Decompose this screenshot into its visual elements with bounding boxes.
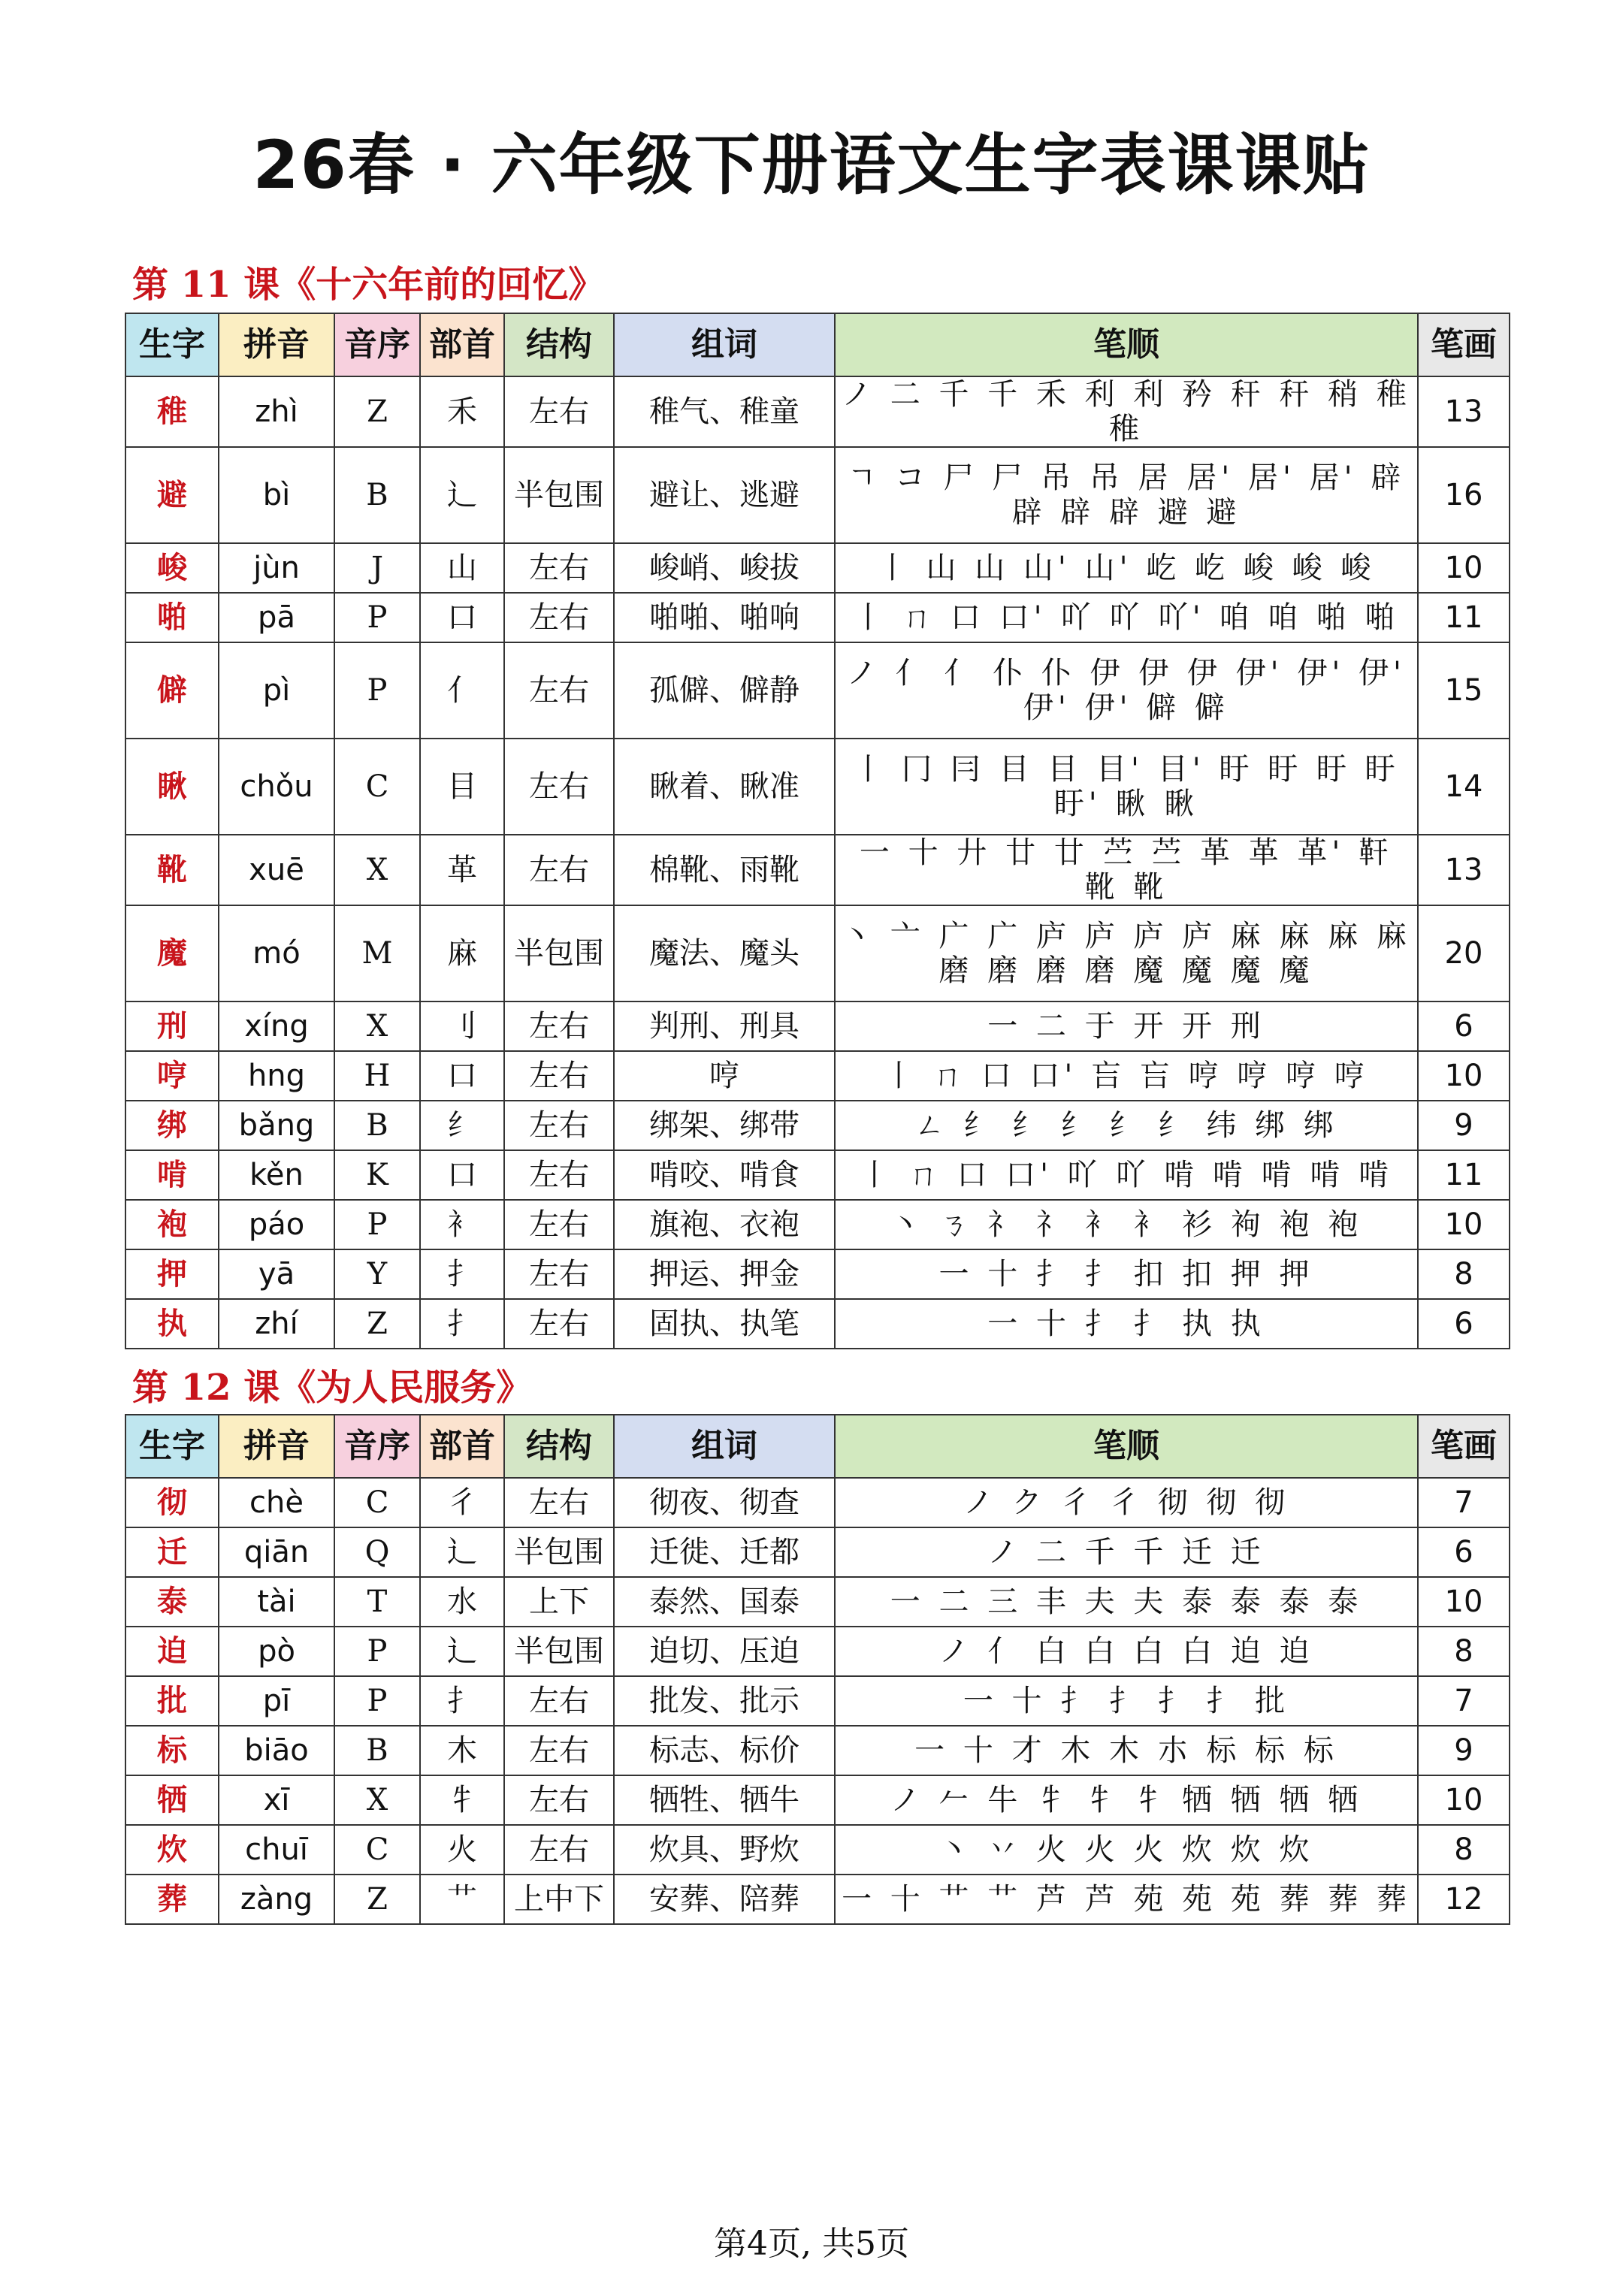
stroke-order-cell: 丨 ㄇ 口 口' 吖 吖 吖' 咱 咱 啪 啪 xyxy=(835,593,1418,642)
lesson-11-body xyxy=(125,376,1510,1349)
stroke-count-cell: 10 xyxy=(1418,1051,1510,1101)
pinyin-cell: yā xyxy=(219,1249,334,1299)
radical-cell: 扌 xyxy=(420,1299,504,1349)
stroke-count-cell: 10 xyxy=(1418,543,1510,593)
pinyin-cell: pò xyxy=(219,1627,334,1676)
table-row xyxy=(125,1875,1510,1924)
pinyin-cell: zhì xyxy=(219,376,334,447)
order-cell: Z xyxy=(334,1299,420,1349)
words-cell: 迫切、压迫 xyxy=(614,1627,835,1676)
stroke-order-cell: 丶 丷 火 火 火 炊 炊 炊 xyxy=(835,1825,1418,1875)
order-cell: H xyxy=(334,1051,420,1101)
table-row xyxy=(125,739,1510,835)
structure-cell: 半包围 xyxy=(504,1627,614,1676)
order-cell: X xyxy=(334,1775,420,1825)
stroke-order-cell: 丨 ㄇ 口 口' 吖 吖 啃 啃 啃 啃 啃 xyxy=(835,1150,1418,1200)
table-row xyxy=(125,1577,1510,1627)
radical-cell: 革 xyxy=(420,835,504,905)
stroke-order-cell: 丨 冂 冃 目 目 目' 目' 盱 盱 盱 盱 盱' 瞅 瞅 xyxy=(835,739,1418,835)
char-cell: 批 xyxy=(125,1676,219,1726)
table-row xyxy=(125,1150,1510,1200)
structure-cell: 左右 xyxy=(504,1051,614,1101)
stroke-count-cell: 13 xyxy=(1418,376,1510,447)
words-cell: 孤僻、僻静 xyxy=(614,642,835,739)
stroke-count-cell: 13 xyxy=(1418,835,1510,905)
header-row xyxy=(125,313,1510,376)
words-cell: 峻峭、峻拔 xyxy=(614,543,835,593)
stroke-count-cell: 20 xyxy=(1418,905,1510,1001)
pinyin-cell: pā xyxy=(219,593,334,642)
char-cell: 哼 xyxy=(125,1051,219,1101)
words-cell: 牺牲、牺牛 xyxy=(614,1775,835,1825)
stroke-order-cell: 一 十 扌 扌 扣 扣 押 押 xyxy=(835,1249,1418,1299)
radical-cell: 火 xyxy=(420,1825,504,1875)
pinyin-cell: chuī xyxy=(219,1825,334,1875)
header-stroke-order: 笔顺 xyxy=(835,1415,1418,1478)
words-cell: 棉靴、雨靴 xyxy=(614,835,835,905)
order-cell: J xyxy=(334,543,420,593)
stroke-order-cell: ノ 亻 亻 仆 仆 伊 伊 伊 伊' 伊' 伊' 伊' 伊' 僻 僻 xyxy=(835,642,1418,739)
pinyin-cell: hng xyxy=(219,1051,334,1101)
order-cell: P xyxy=(334,593,420,642)
stroke-count-cell: 6 xyxy=(1418,1001,1510,1051)
radical-cell: 扌 xyxy=(420,1676,504,1726)
lesson-12-body xyxy=(125,1478,1510,1924)
char-cell: 袍 xyxy=(125,1200,219,1249)
words-cell: 判刑、刑具 xyxy=(614,1001,835,1051)
order-cell: K xyxy=(334,1150,420,1200)
char-cell: 牺 xyxy=(125,1775,219,1825)
stroke-order-cell: 丨 山 山 山' 山' 屹 屹 峻 峻 峻 xyxy=(835,543,1418,593)
order-cell: C xyxy=(334,1478,420,1527)
header-stroke-count: 笔画 xyxy=(1418,1415,1510,1478)
words-cell: 啪啪、啪响 xyxy=(614,593,835,642)
radical-cell: 扌 xyxy=(420,1249,504,1299)
pinyin-cell: xī xyxy=(219,1775,334,1825)
header-stroke-order: 笔顺 xyxy=(835,313,1418,376)
order-cell: T xyxy=(334,1577,420,1627)
stroke-order-cell: ノ 二 千 千 禾 利 利 矜 秆 秆 稍 稚 稚 xyxy=(835,376,1418,447)
words-cell: 固执、执笔 xyxy=(614,1299,835,1349)
order-cell: Z xyxy=(334,376,420,447)
radical-cell: 纟 xyxy=(420,1101,504,1150)
table-row xyxy=(125,1051,1510,1101)
structure-cell: 半包围 xyxy=(504,1527,614,1577)
header-radical: 部首 xyxy=(420,313,504,376)
char-cell: 彻 xyxy=(125,1478,219,1527)
structure-cell: 上中下 xyxy=(504,1875,614,1924)
words-cell: 押运、押金 xyxy=(614,1249,835,1299)
words-cell: 旗袍、衣袍 xyxy=(614,1200,835,1249)
stroke-order-cell: ノ 亻 白 白 白 白 迫 迫 xyxy=(835,1627,1418,1676)
pinyin-cell: zhí xyxy=(219,1299,334,1349)
table-row xyxy=(125,1001,1510,1051)
stroke-order-cell: ノ 二 千 千 迁 迁 xyxy=(835,1527,1418,1577)
table-row xyxy=(125,835,1510,905)
pinyin-cell: chǒu xyxy=(219,739,334,835)
words-cell: 魔法、魔头 xyxy=(614,905,835,1001)
pinyin-cell: mó xyxy=(219,905,334,1001)
table-row xyxy=(125,1775,1510,1825)
radical-cell: 麻 xyxy=(420,905,504,1001)
char-cell: 执 xyxy=(125,1299,219,1349)
stroke-order-cell: ㄥ 纟 纟 纟 纟 纟 纬 绑 绑 xyxy=(835,1101,1418,1150)
order-cell: Z xyxy=(334,1875,420,1924)
page-title: 26春 · 六年级下册语文生字表课课贴 xyxy=(252,126,1371,204)
structure-cell: 左右 xyxy=(504,1299,614,1349)
radical-cell: 辶 xyxy=(420,1527,504,1577)
stroke-count-cell: 10 xyxy=(1418,1775,1510,1825)
char-cell: 靴 xyxy=(125,835,219,905)
char-cell: 标 xyxy=(125,1726,219,1775)
radical-cell: 木 xyxy=(420,1726,504,1775)
radical-cell: 彳 xyxy=(420,1478,504,1527)
structure-cell: 左右 xyxy=(504,835,614,905)
table-row xyxy=(125,1726,1510,1775)
pinyin-cell: tài xyxy=(219,1577,334,1627)
stroke-count-cell: 12 xyxy=(1418,1875,1510,1924)
stroke-count-cell: 10 xyxy=(1418,1577,1510,1627)
char-cell: 瞅 xyxy=(125,739,219,835)
structure-cell: 半包围 xyxy=(504,905,614,1001)
header-char: 生字 xyxy=(125,313,219,376)
pinyin-cell: xuē xyxy=(219,835,334,905)
stroke-order-cell: 丨 ㄇ 口 口' 吂 吂 哼 哼 哼 哼 xyxy=(835,1051,1418,1101)
pinyin-cell: chè xyxy=(219,1478,334,1527)
char-cell: 僻 xyxy=(125,642,219,739)
order-cell: M xyxy=(334,905,420,1001)
structure-cell: 左右 xyxy=(504,1726,614,1775)
radical-cell: 亻 xyxy=(420,642,504,739)
pinyin-cell: xíng xyxy=(219,1001,334,1051)
table-row xyxy=(125,642,1510,739)
structure-cell: 左右 xyxy=(504,1150,614,1200)
stroke-count-cell: 15 xyxy=(1418,642,1510,739)
stroke-count-cell: 8 xyxy=(1418,1825,1510,1875)
lesson-12-title: 第 12 课《为人民服务》 xyxy=(132,1367,533,1409)
char-cell: 泰 xyxy=(125,1577,219,1627)
words-cell: 迁徙、迁都 xyxy=(614,1527,835,1577)
structure-cell: 左右 xyxy=(504,1825,614,1875)
order-cell: X xyxy=(334,1001,420,1051)
structure-cell: 左右 xyxy=(504,1478,614,1527)
header-row xyxy=(125,1415,1510,1478)
pinyin-cell: qiān xyxy=(219,1527,334,1577)
stroke-count-cell: 6 xyxy=(1418,1299,1510,1349)
radical-cell: 口 xyxy=(420,593,504,642)
table-row xyxy=(125,1249,1510,1299)
radical-cell: 目 xyxy=(420,739,504,835)
char-cell: 峻 xyxy=(125,543,219,593)
stroke-order-cell: 丶 亠 广 广 庐 庐 庐 庐 麻 麻 麻 麻 磨 磨 磨 磨 魔 魔 魔 魔 xyxy=(835,905,1418,1001)
char-cell: 葬 xyxy=(125,1875,219,1924)
pinyin-cell: bì xyxy=(219,447,334,543)
structure-cell: 左右 xyxy=(504,376,614,447)
radical-cell: 辶 xyxy=(420,447,504,543)
char-cell: 啃 xyxy=(125,1150,219,1200)
stroke-count-cell: 7 xyxy=(1418,1676,1510,1726)
header-words: 组词 xyxy=(614,1415,835,1478)
order-cell: P xyxy=(334,1676,420,1726)
stroke-count-cell: 9 xyxy=(1418,1726,1510,1775)
order-cell: B xyxy=(334,1101,420,1150)
order-cell: C xyxy=(334,1825,420,1875)
header-char: 生字 xyxy=(125,1415,219,1478)
table-row xyxy=(125,593,1510,642)
table-row xyxy=(125,1676,1510,1726)
table-row xyxy=(125,447,1510,543)
pinyin-cell: pì xyxy=(219,642,334,739)
structure-cell: 左右 xyxy=(504,543,614,593)
words-cell: 炊具、野炊 xyxy=(614,1825,835,1875)
header-stroke-count: 笔画 xyxy=(1418,313,1510,376)
words-cell: 哼 xyxy=(614,1051,835,1101)
table-row xyxy=(125,1299,1510,1349)
char-cell: 押 xyxy=(125,1249,219,1299)
order-cell: Y xyxy=(334,1249,420,1299)
lesson-12-table xyxy=(125,1414,1510,1925)
words-cell: 安葬、陪葬 xyxy=(614,1875,835,1924)
stroke-order-cell: ノ 𠂉 牛 牜 牜 牜 牺 牺 牺 牺 xyxy=(835,1775,1418,1825)
stroke-count-cell: 7 xyxy=(1418,1478,1510,1527)
char-cell: 避 xyxy=(125,447,219,543)
radical-cell: 水 xyxy=(420,1577,504,1627)
table-row xyxy=(125,1200,1510,1249)
stroke-order-cell: 一 十 扌 扌 扌 扌 批 xyxy=(835,1676,1418,1726)
lesson-11-title: 第 11 课《十六年前的回忆》 xyxy=(132,264,605,306)
structure-cell: 上下 xyxy=(504,1577,614,1627)
stroke-order-cell: 丶 ㄋ 礻 礻 衤 衤 衫 袧 袍 袍 xyxy=(835,1200,1418,1249)
order-cell: B xyxy=(334,1726,420,1775)
char-cell: 迫 xyxy=(125,1627,219,1676)
radical-cell: 艹 xyxy=(420,1875,504,1924)
radical-cell: 禾 xyxy=(420,376,504,447)
structure-cell: 左右 xyxy=(504,1249,614,1299)
stroke-order-cell: 一 十 廾 廿 廿 苎 苎 革 革 革' 靬 靴 靴 xyxy=(835,835,1418,905)
stroke-count-cell: 14 xyxy=(1418,739,1510,835)
structure-cell: 半包围 xyxy=(504,447,614,543)
table-row xyxy=(125,1527,1510,1577)
structure-cell: 左右 xyxy=(504,593,614,642)
words-cell: 彻夜、彻查 xyxy=(614,1478,835,1527)
stroke-order-cell: ノ ク 彳 彳 彻 彻 彻 xyxy=(835,1478,1418,1527)
words-cell: 绑架、绑带 xyxy=(614,1101,835,1150)
table-row xyxy=(125,1478,1510,1527)
structure-cell: 左右 xyxy=(504,1200,614,1249)
table-row xyxy=(125,1825,1510,1875)
words-cell: 批发、批示 xyxy=(614,1676,835,1726)
stroke-count-cell: 9 xyxy=(1418,1101,1510,1150)
table-row xyxy=(125,905,1510,1001)
structure-cell: 左右 xyxy=(504,1775,614,1825)
stroke-count-cell: 8 xyxy=(1418,1249,1510,1299)
structure-cell: 左右 xyxy=(504,1001,614,1051)
pinyin-cell: biāo xyxy=(219,1726,334,1775)
pinyin-cell: kěn xyxy=(219,1150,334,1200)
header-structure: 结构 xyxy=(504,1415,614,1478)
pinyin-cell: pī xyxy=(219,1676,334,1726)
header-radical: 部首 xyxy=(420,1415,504,1478)
radical-cell: 山 xyxy=(420,543,504,593)
header-structure: 结构 xyxy=(504,313,614,376)
char-cell: 炊 xyxy=(125,1825,219,1875)
stroke-order-cell: 一 十 才 木 木 朩 标 标 标 xyxy=(835,1726,1418,1775)
pinyin-cell: bǎng xyxy=(219,1101,334,1150)
radical-cell: 口 xyxy=(420,1051,504,1101)
order-cell: P xyxy=(334,1627,420,1676)
structure-cell: 左右 xyxy=(504,642,614,739)
stroke-order-cell: ㄱ コ 尸 尸 吊 吊 居 居' 居' 居' 辟 辟 辟 辟 避 避 xyxy=(835,447,1418,543)
header-words: 组词 xyxy=(614,313,835,376)
stroke-count-cell: 11 xyxy=(1418,593,1510,642)
words-cell: 稚气、稚童 xyxy=(614,376,835,447)
order-cell: P xyxy=(334,1200,420,1249)
radical-cell: 口 xyxy=(420,1150,504,1200)
char-cell: 迁 xyxy=(125,1527,219,1577)
radical-cell: 牜 xyxy=(420,1775,504,1825)
order-cell: B xyxy=(334,447,420,543)
pinyin-cell: páo xyxy=(219,1200,334,1249)
words-cell: 瞅着、瞅准 xyxy=(614,739,835,835)
structure-cell: 左右 xyxy=(504,739,614,835)
table-row xyxy=(125,376,1510,447)
header-pinyin: 拼音 xyxy=(219,1415,334,1478)
stroke-order-cell: 一 十 艹 艹 芦 芦 苑 苑 苑 葬 葬 葬 xyxy=(835,1875,1418,1924)
header-order: 音序 xyxy=(334,1415,420,1478)
order-cell: Q xyxy=(334,1527,420,1577)
stroke-order-cell: 一 二 于 开 开 刑 xyxy=(835,1001,1418,1051)
table-row xyxy=(125,543,1510,593)
order-cell: X xyxy=(334,835,420,905)
lesson-11-table xyxy=(125,313,1510,1349)
table-row xyxy=(125,1101,1510,1150)
radical-cell: 辶 xyxy=(420,1627,504,1676)
radical-cell: 衤 xyxy=(420,1200,504,1249)
page-footer: 第4页, 共5页 xyxy=(714,2225,909,2263)
char-cell: 啪 xyxy=(125,593,219,642)
stroke-order-cell: 一 二 三 丰 夫 夫 泰 泰 泰 泰 xyxy=(835,1577,1418,1627)
stroke-count-cell: 16 xyxy=(1418,447,1510,543)
words-cell: 标志、标价 xyxy=(614,1726,835,1775)
radical-cell: 刂 xyxy=(420,1001,504,1051)
structure-cell: 左右 xyxy=(504,1676,614,1726)
words-cell: 啃咬、啃食 xyxy=(614,1150,835,1200)
char-cell: 稚 xyxy=(125,376,219,447)
structure-cell: 左右 xyxy=(504,1101,614,1150)
order-cell: C xyxy=(334,739,420,835)
pinyin-cell: jùn xyxy=(219,543,334,593)
order-cell: P xyxy=(334,642,420,739)
stroke-count-cell: 6 xyxy=(1418,1527,1510,1577)
stroke-count-cell: 11 xyxy=(1418,1150,1510,1200)
words-cell: 泰然、国泰 xyxy=(614,1577,835,1627)
table-row xyxy=(125,1627,1510,1676)
char-cell: 绑 xyxy=(125,1101,219,1150)
char-cell: 魔 xyxy=(125,905,219,1001)
stroke-count-cell: 10 xyxy=(1418,1200,1510,1249)
stroke-count-cell: 8 xyxy=(1418,1627,1510,1676)
char-cell: 刑 xyxy=(125,1001,219,1051)
stroke-order-cell: 一 十 扌 扌 执 执 xyxy=(835,1299,1418,1349)
header-order: 音序 xyxy=(334,313,420,376)
header-pinyin: 拼音 xyxy=(219,313,334,376)
words-cell: 避让、逃避 xyxy=(614,447,835,543)
pinyin-cell: zàng xyxy=(219,1875,334,1924)
